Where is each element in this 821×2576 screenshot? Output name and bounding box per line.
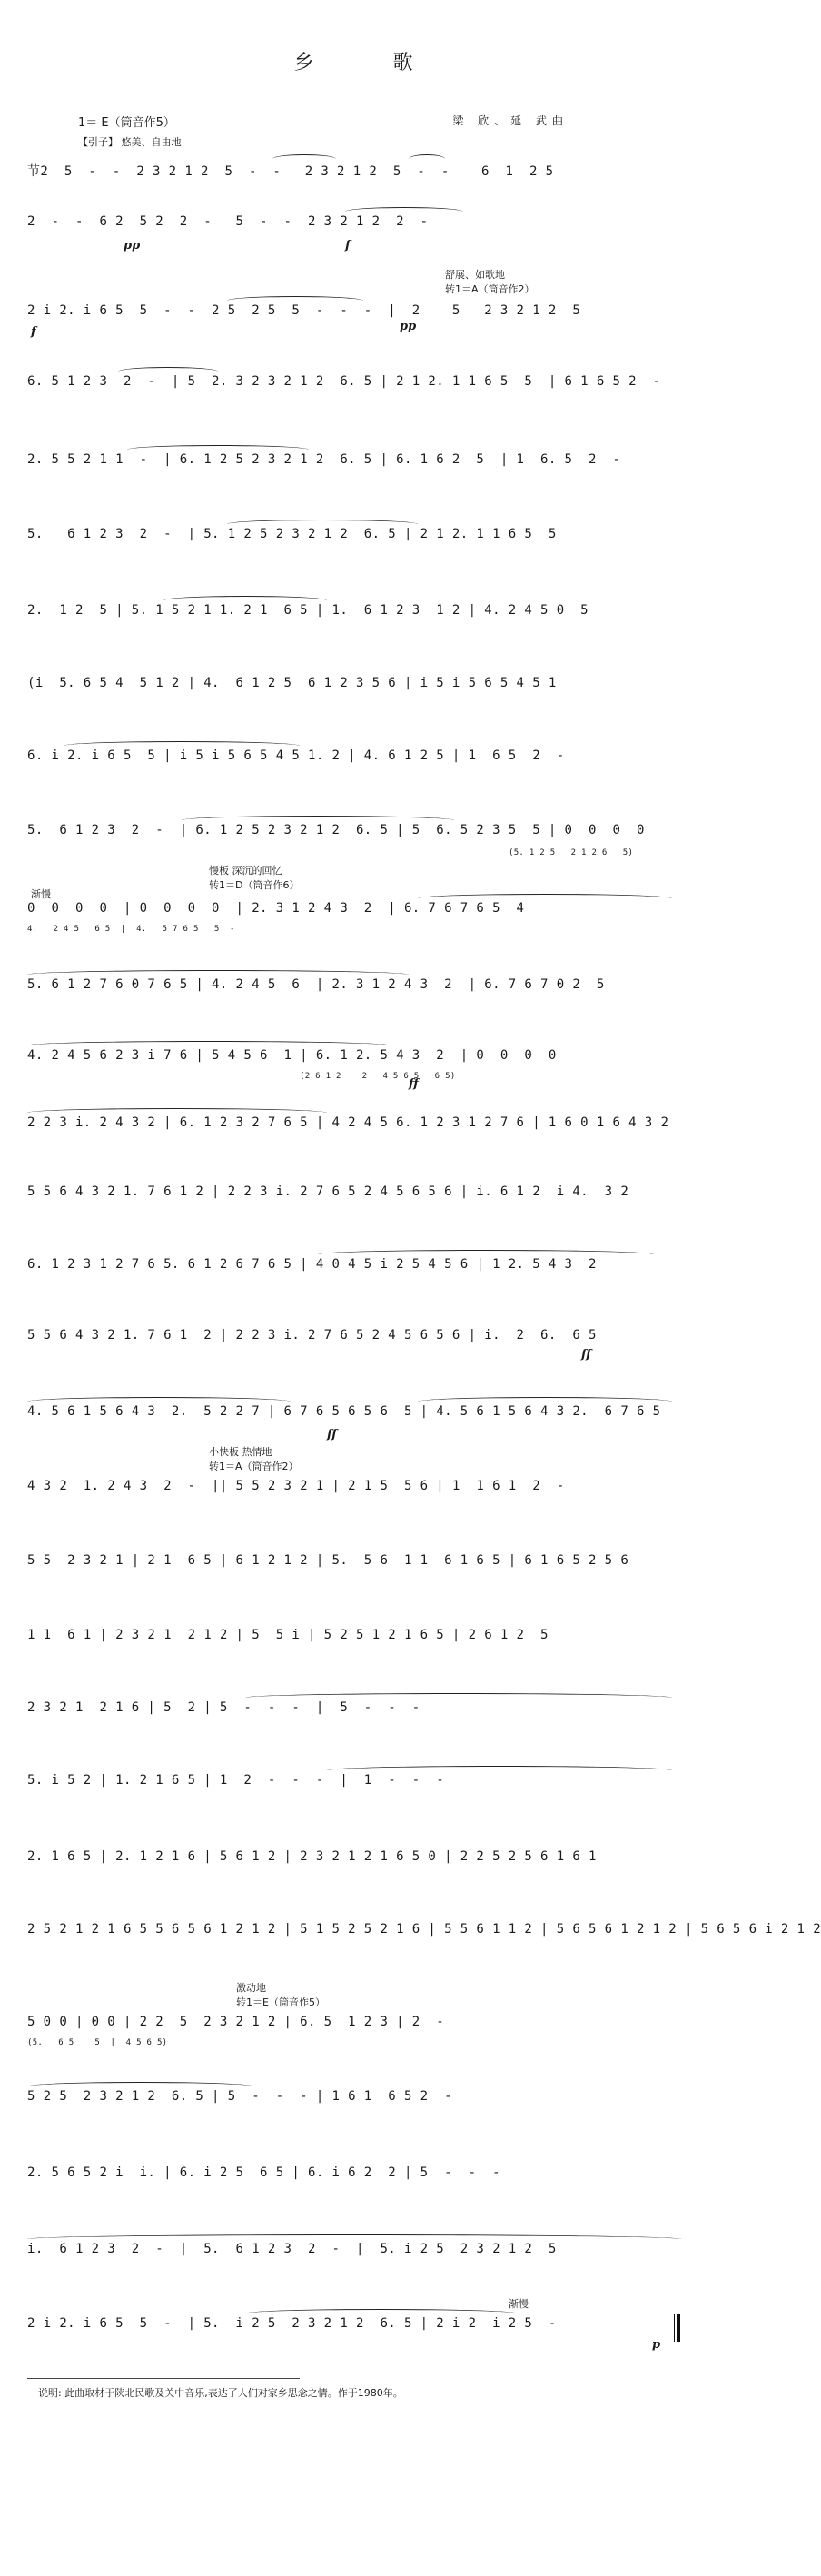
dynamic-p: p xyxy=(652,2338,661,2352)
slur xyxy=(327,1766,672,1775)
score-row-13: 4. 2 4 5 6 2 3 i 7 6 | 5 4 5 6 1 | 6. 1 2. 5 4 3 2 | 0 0 0 0 xyxy=(27,1048,557,1063)
score-row-12: 5. 6 1 2 7 6 0 7 6 5 | 4. 2 4 5 6 | 2. 3 1 2 4 3 2 | 6. 7 6 7 0 2 5 xyxy=(27,977,605,992)
score-row-1: 节2 5 - - 2 3 2 1 2 5 - - 2 3 2 1 2 5 - - 6 1 2 5 xyxy=(27,164,554,179)
slur xyxy=(418,894,672,903)
score-row-28: 2. 5 6 5 2 i i. | 6. i 2 5 6 5 | 6. i 6 2 2 | 5 - - - xyxy=(27,2165,500,2180)
footnote-rule xyxy=(27,2378,300,2379)
slur xyxy=(409,154,445,163)
score-row-14: 2 2 3 i. 2 4 3 2 | 6. 1 2 3 2 7 6 5 | 4 2 4 5 6. 1 2 3 1 2 7 6 | 1 6 0 1 6 4 3 2 xyxy=(27,1115,669,1130)
dynamic-ff: ff xyxy=(409,1077,419,1091)
tempo-marking-6: 渐慢 xyxy=(509,2298,529,2310)
dynamic-pp: pp xyxy=(124,239,141,253)
composer-credit: 梁 欣、延 武曲 xyxy=(452,114,569,127)
sub-row: 4. 2 4 5 6 5 | 4. 5 7 6 5 5 - xyxy=(27,925,235,934)
slur xyxy=(27,1397,291,1406)
score-row-29: i. 6 1 2 3 2 - | 5. 6 1 2 3 2 - | 5. i 2 5 2 3 2 1 2 5 xyxy=(27,2242,557,2256)
page-title: 乡 歌 xyxy=(293,52,450,74)
tempo-marking-1: 舒展、如歌地 xyxy=(445,269,505,281)
tempo-marking-3: 渐慢 xyxy=(31,888,51,900)
key-signature: 1＝ E（筒音作5） xyxy=(78,116,175,130)
score-row-18: 4. 5 6 1 5 6 4 3 2. 5 2 2 7 | 6 7 6 5 6 5 6 5 | 4. 5 6 1 5 6 4 3 2. 6 7 6 5 xyxy=(27,1404,661,1419)
score-row-7: 2. 1 2 5 | 5. 1 5 2 1 1. 2 1 6 5 | 1. 6 1 2 3 1 2 | 4. 2 4 5 0 5 xyxy=(27,603,589,618)
slur xyxy=(318,1250,654,1259)
intro-marking: 【引子】 悠美、自由地 xyxy=(78,136,182,148)
key-change-2: 转1＝D（筒音作6） xyxy=(209,879,300,891)
score-row-20: 5 5 2 3 2 1 | 2 1 6 5 | 6 1 2 1 2 | 5. 5 6 1 1 6 1 6 5 | 6 1 6 5 2 5 6 xyxy=(27,1553,629,1568)
slur xyxy=(127,445,309,454)
score-row-2: 2 - - 6 2 5 2 2 - 5 - - 2 3 2 1 2 2 - xyxy=(27,214,429,229)
final-barline xyxy=(674,2314,680,2342)
score-row-25: 2 5 2 1 2 1 6 5 5 6 5 6 1 2 1 2 | 5 1 5 2 5 2 1 6 | 5 5 6 1 1 2 | 5 6 5 6 1 2 1 2 | 5 6 5 6 i 2 1 2 xyxy=(27,1922,821,1937)
slur xyxy=(345,207,463,216)
slur xyxy=(182,816,454,825)
slur xyxy=(245,2309,518,2318)
dynamic-pp: pp xyxy=(400,320,417,333)
key-change-3: 转1＝A（筒音作2） xyxy=(209,1461,299,1472)
dynamic-ff: ff xyxy=(581,1348,591,1362)
score-row-5: 2. 5 5 2 1 1 - | 6. 1 2 5 2 3 2 1 2 6. 5 | 6. 1 6 2 5 | 1 6. 5 2 - xyxy=(27,452,621,467)
slur xyxy=(245,1693,672,1702)
score-row-3: 2 i 2. i 6 5 5 - - 2 5 2 5 5 - - - | 2 5 2 3 2 1 2 5 xyxy=(27,303,581,318)
sub-row: (5. 1 2 5 2 1 2 6 5) xyxy=(509,848,634,857)
tempo-marking-5: 激动地 xyxy=(236,1982,266,1994)
score-row-8: (i 5. 6 5 4 5 1 2 | 4. 6 1 2 5 6 1 2 3 5 6 | i 5 i 5 6 5 4 5 1 xyxy=(27,676,557,690)
score-row-30: 2 i 2. i 6 5 5 - | 5. i 2 5 2 3 2 1 2 6. 5 | 2 i 2 i 2 5 - xyxy=(27,2316,557,2331)
slur xyxy=(27,1041,391,1050)
score-row-10: 5. 6 1 2 3 2 - | 6. 1 2 5 2 3 2 1 2 6. 5 | 5 6. 5 2 3 5 5 | 0 0 0 0 xyxy=(27,823,645,837)
slur xyxy=(27,1108,327,1117)
score-row-11: 0 0 0 0 | 0 0 0 0 | 2. 3 1 2 4 3 2 | 6. 7 6 7 6 5 4 xyxy=(27,901,525,916)
score-row-16: 6. 1 2 3 1 2 7 6 5. 6 1 2 6 7 6 5 | 4 0 4 5 i 2 5 4 5 6 | 1 2. 5 4 3 2 xyxy=(27,1257,597,1272)
slur xyxy=(227,520,418,529)
tempo-marking-4: 小快板 热情地 xyxy=(209,1446,272,1458)
score-row-19: 4 3 2 1. 2 4 3 2 - || 5 5 2 3 2 1 | 2 1 5 5 6 | 1 1 6 1 2 - xyxy=(27,1479,565,1493)
key-change-1: 转1＝A（筒音作2） xyxy=(445,283,535,295)
dynamic-f: f xyxy=(345,239,351,253)
score-row-27: 5 2 5 2 3 2 1 2 6. 5 | 5 - - - | 1 6 1 6 5 2 - xyxy=(27,2089,452,2104)
score-row-17: 5 5 6 4 3 2 1. 7 6 1 2 | 2 2 3 i. 2 7 6 5 2 4 5 6 5 6 | i. 2 6. 6 5 xyxy=(27,1328,597,1342)
score-row-23: 5. i 5 2 | 1. 2 1 6 5 | 1 2 - - - | 1 - - - xyxy=(27,1773,445,1788)
score-row-21: 1 1 6 1 | 2 3 2 1 2 1 2 | 5 5 i | 5 2 5 1 2 1 6 5 | 2 6 1 2 5 xyxy=(27,1628,549,1642)
slur xyxy=(27,2234,681,2244)
sub-row: (5. 6 5 5 | 4 5 6 5) xyxy=(27,2038,168,2047)
slur xyxy=(163,596,327,605)
slur xyxy=(227,296,363,305)
score-row-26: 5 0 0 | 0 0 | 2 2 5 2 3 2 1 2 | 6. 5 1 2 3 | 2 - xyxy=(27,2015,445,2029)
slur xyxy=(418,1397,672,1406)
score-row-15: 5 5 6 4 3 2 1. 7 6 1 2 | 2 2 3 i. 2 7 6 5 2 4 5 6 5 6 | i. 6 1 2 i 4. 3 2 xyxy=(27,1184,629,1199)
sub-row: (2 6 1 2 2 4 5 6 5 6 5) xyxy=(300,1072,456,1081)
tempo-marking-2: 慢板 深沉的回忆 xyxy=(209,865,282,877)
key-change-4: 转1＝E（筒音作5） xyxy=(236,1996,325,2008)
dynamic-ff: ff xyxy=(327,1428,337,1442)
slur xyxy=(272,154,336,163)
slur xyxy=(118,367,218,376)
slur xyxy=(27,2082,254,2091)
slur xyxy=(27,970,409,979)
dynamic-f: f xyxy=(31,325,36,339)
score-row-24: 2. 1 6 5 | 2. 1 2 1 6 | 5 6 1 2 | 2 3 2 1 2 1 6 5 0 | 2 2 5 2 5 6 1 6 1 xyxy=(27,1849,597,1864)
score-row-22: 2 3 2 1 2 1 6 | 5 2 | 5 - - - | 5 - - - xyxy=(27,1700,420,1715)
slur xyxy=(64,741,300,750)
score-row-6: 5. 6 1 2 3 2 - | 5. 1 2 5 2 3 2 1 2 6. 5 | 2 1 2. 1 1 6 5 5 xyxy=(27,527,557,541)
score-row-4: 6. 5 1 2 3 2 - | 5 2. 3 2 3 2 1 2 6. 5 | 2 1 2. 1 1 6 5 5 | 6 1 6 5 2 - xyxy=(27,374,661,389)
score-row-9: 6. i 2. i 6 5 5 | i 5 i 5 6 5 4 5 1. 2 | 4. 6 1 2 5 | 1 6 5 2 - xyxy=(27,748,565,763)
footnote: 说明: 此曲取材于陕北民歌及关中音乐,表达了人们对家乡思念之情。作于1980年。 xyxy=(38,2387,403,2399)
